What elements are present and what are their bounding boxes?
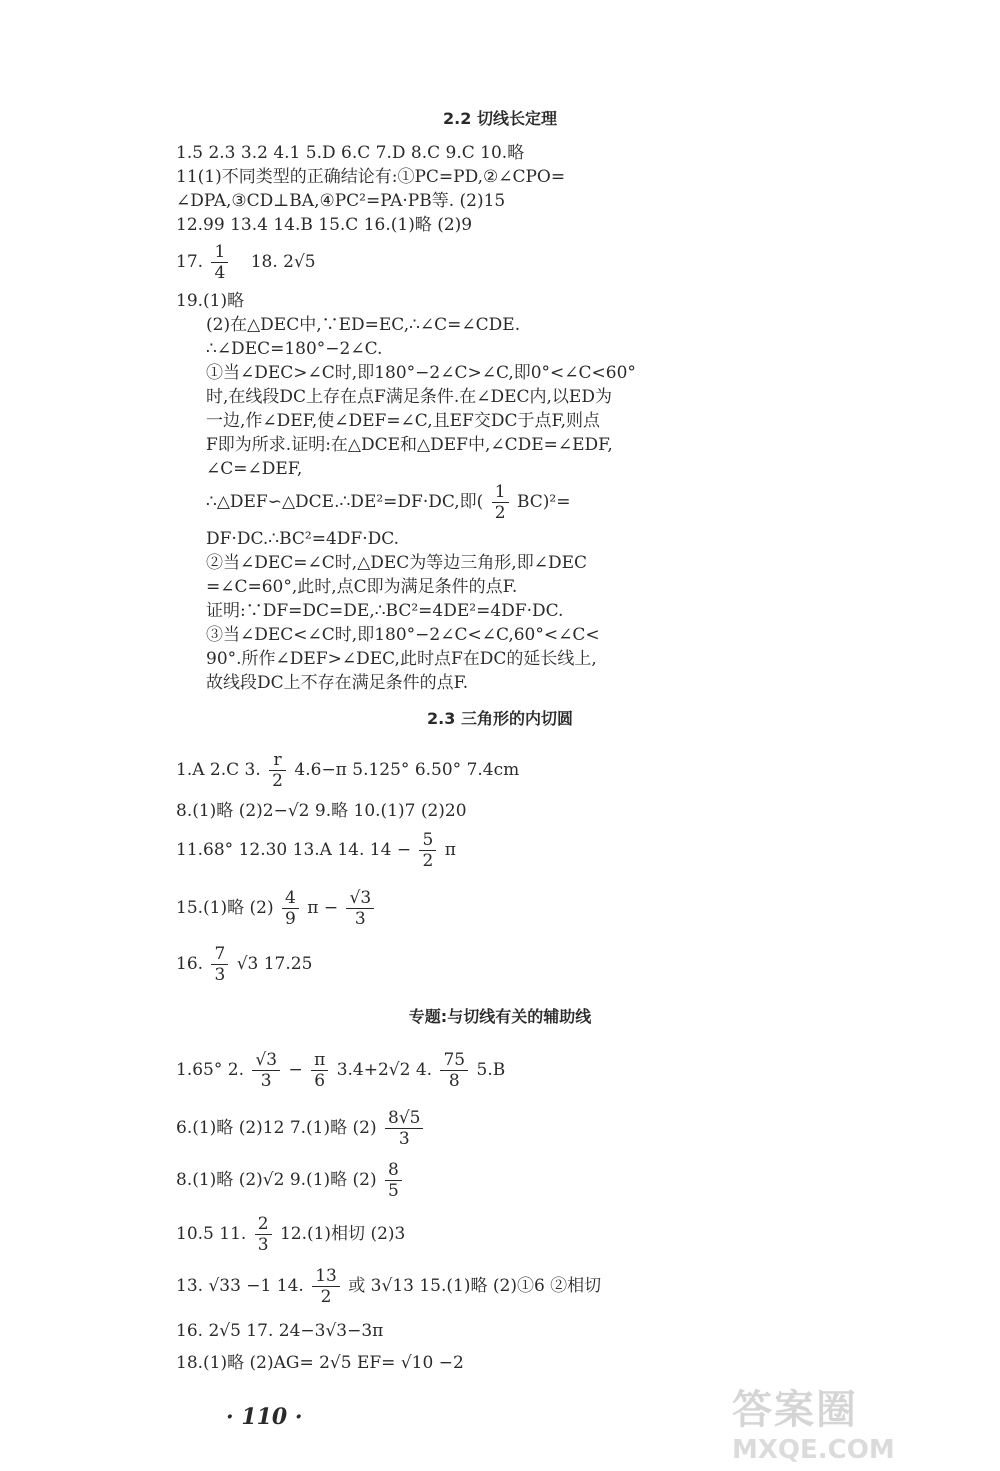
answer-line — [176, 1212, 750, 1256]
fraction-denominator: 3 — [354, 909, 366, 929]
fraction — [269, 750, 286, 791]
fraction-denominator: 8 — [448, 1071, 460, 1091]
fraction — [492, 482, 509, 523]
fraction-numerator: π — [311, 1050, 328, 1071]
answer-text: 8.(1)略 (2)√2 9.(1)略 (2) — [176, 1170, 377, 1190]
fraction-numerator: 8 — [385, 1160, 402, 1181]
fraction — [282, 888, 299, 929]
fraction-numerator: 75 — [440, 1050, 468, 1071]
solution-line: 一边,作∠DEF,使∠DEF=∠C,且EF交DC于点F,则点 — [206, 411, 601, 431]
answer-text: 1.65° 2. — [176, 1060, 244, 1080]
solution-line: =∠C=60°,此时,点C即为满足条件的点F. — [206, 577, 518, 597]
watermark-logo-text: 答案圈 — [732, 1387, 858, 1433]
answer-line: 18.(1)略 (2)AG= 2√5 EF= √10 −2 — [176, 1353, 464, 1373]
answer-text: 或 3√13 15.(1)略 (2)①6 ②相切 — [348, 1276, 602, 1296]
answer-text: 16. — [176, 954, 204, 974]
answer-text: 15.(1)略 (2) — [176, 898, 274, 918]
answer-text: 6.(1)略 (2)12 7.(1)略 (2) — [176, 1118, 377, 1138]
fraction-denominator: 3 — [257, 1235, 269, 1255]
section-title-2-3: 2.3 三角形的内切圆 — [427, 709, 573, 728]
answer-line — [176, 1264, 750, 1308]
answer-text: 3.4+2√2 4. — [336, 1060, 433, 1080]
fraction — [440, 1050, 468, 1091]
fraction-numerator: 8√5 — [385, 1108, 423, 1129]
fraction-denominator: 3 — [214, 965, 226, 985]
answer-line: 8.(1)略 (2)2−√2 9.略 10.(1)7 (2)20 — [176, 801, 467, 821]
fraction-numerator: 5 — [419, 830, 436, 851]
fraction — [385, 1160, 402, 1201]
solution-line: ∠C=∠DEF, — [206, 459, 303, 479]
fraction-denominator: 3 — [260, 1071, 272, 1091]
answer-line — [176, 1106, 750, 1150]
answer-text: √3 17.25 — [236, 954, 313, 974]
page-number: · 110 · — [226, 1404, 303, 1430]
answer-line: 19.(1)略 — [176, 291, 245, 311]
solution-text: BC)²= — [516, 492, 571, 512]
solution-line: (2)在△DEC中,∵ED=EC,∴∠C=∠CDE. — [206, 315, 521, 335]
fraction-denominator: 9 — [285, 909, 296, 929]
section-title-2-2: 2.2 切线长定理 — [443, 109, 557, 128]
solution-text: ∴△DEF∽△DCE.∴DE²=DF·DC,即( — [206, 492, 484, 512]
fraction-numerator: 4 — [282, 888, 299, 909]
answer-line — [176, 828, 750, 872]
answer-line: 16. 2√5 17. 24−3√3−3π — [176, 1321, 384, 1341]
solution-line: 故线段DC上不存在满足条件的点F. — [206, 673, 469, 693]
solution-line: 90°.所作∠DEF>∠DEC,此时点F在DC的延长线上, — [206, 649, 597, 669]
solution-line: 证明:∵DF=DC=DE,∴BC²=4DE²=4DF·DC. — [206, 601, 564, 621]
fraction — [312, 1266, 340, 1307]
answer-line-17-18 — [176, 242, 750, 283]
answer-text: 5.B — [476, 1060, 506, 1080]
fraction — [211, 944, 228, 985]
fraction-denominator: 4 — [214, 263, 226, 283]
answer-line — [176, 748, 750, 792]
answer-line: 1.5 2.3 3.2 4.1 5.D 6.C 7.D 8.C 9.C 10.略 — [176, 143, 525, 163]
fraction-numerator: √3 — [252, 1050, 280, 1071]
fraction-numerator: r — [269, 750, 286, 771]
fraction — [385, 1108, 423, 1149]
fraction-denominator: 2 — [320, 1287, 332, 1307]
fraction — [419, 830, 436, 871]
fraction — [311, 1050, 328, 1091]
answer-line: ∠DPA,③CD⊥BA,④PC²=PA·PB等. (2)15 — [176, 191, 506, 211]
fraction — [255, 1214, 272, 1255]
solution-line: DF·DC.∴BC²=4DF·DC. — [206, 529, 400, 549]
solution-line: F即为所求.证明:在△DCE和△DEF中,∠CDE=∠EDF, — [206, 435, 613, 455]
fraction-numerator: 7 — [211, 944, 228, 965]
answer-line: 12.99 13.4 14.B 15.C 16.(1)略 (2)9 — [176, 215, 473, 235]
answer-text: π — [444, 840, 456, 860]
fraction-numerator: 1 — [211, 242, 228, 263]
answer-line: 11(1)不同类型的正确结论有:①PC=PD,②∠CPO= — [176, 167, 566, 187]
solution-line-similar — [206, 482, 750, 523]
fraction-numerator: 13 — [312, 1266, 340, 1287]
watermark-url: MXQE.COM — [732, 1435, 895, 1465]
fraction-numerator: 2 — [255, 1214, 272, 1235]
fraction-denominator: 5 — [388, 1181, 399, 1201]
answer-text: 11.68° 12.30 13.A 14. 14 − — [176, 840, 412, 860]
answer-text: 17. — [176, 252, 204, 272]
fraction-numerator: 1 — [492, 482, 509, 503]
fraction — [252, 1050, 280, 1091]
answer-text: 4.6−π 5.125° 6.50° 7.4cm — [294, 760, 520, 780]
fraction-denominator: 2 — [272, 771, 283, 791]
answer-line — [176, 1048, 750, 1092]
solution-line: 时,在线段DC上存在点F满足条件.在∠DEC内,以ED为 — [206, 387, 612, 407]
fraction — [211, 242, 228, 283]
fraction-denominator: 2 — [494, 503, 506, 523]
fraction — [346, 888, 374, 929]
fraction-denominator: 2 — [422, 851, 434, 871]
answer-text: − — [288, 1060, 303, 1080]
fraction-numerator: √3 — [346, 888, 374, 909]
answer-text: 1.A 2.C 3. — [176, 760, 261, 780]
answer-line — [176, 942, 750, 986]
answer-line — [176, 1158, 750, 1202]
section-title-special-topic: 专题:与切线有关的辅助线 — [408, 1007, 592, 1026]
fraction-denominator: 6 — [314, 1071, 326, 1091]
solution-line: ③当∠DEC<∠C时,即180°−2∠C<∠C,60°<∠C< — [206, 625, 600, 645]
answer-text: 10.5 11. — [176, 1224, 247, 1244]
answer-text: 18. 2√5 — [250, 252, 316, 272]
answer-line — [176, 886, 750, 930]
solution-line: ②当∠DEC=∠C时,△DEC为等边三角形,即∠DEC — [206, 553, 588, 573]
solution-line: ∴∠DEC=180°−2∠C. — [206, 339, 383, 359]
fraction-denominator: 3 — [398, 1129, 410, 1149]
answer-text: 12.(1)相切 (2)3 — [279, 1224, 406, 1244]
answer-text: π − — [307, 898, 339, 918]
watermark-logo — [732, 1378, 992, 1468]
answer-text: 13. √33 −1 14. — [176, 1276, 304, 1296]
solution-line: ①当∠DEC>∠C时,即180°−2∠C>∠C,即0°<∠C<60° — [206, 363, 636, 383]
